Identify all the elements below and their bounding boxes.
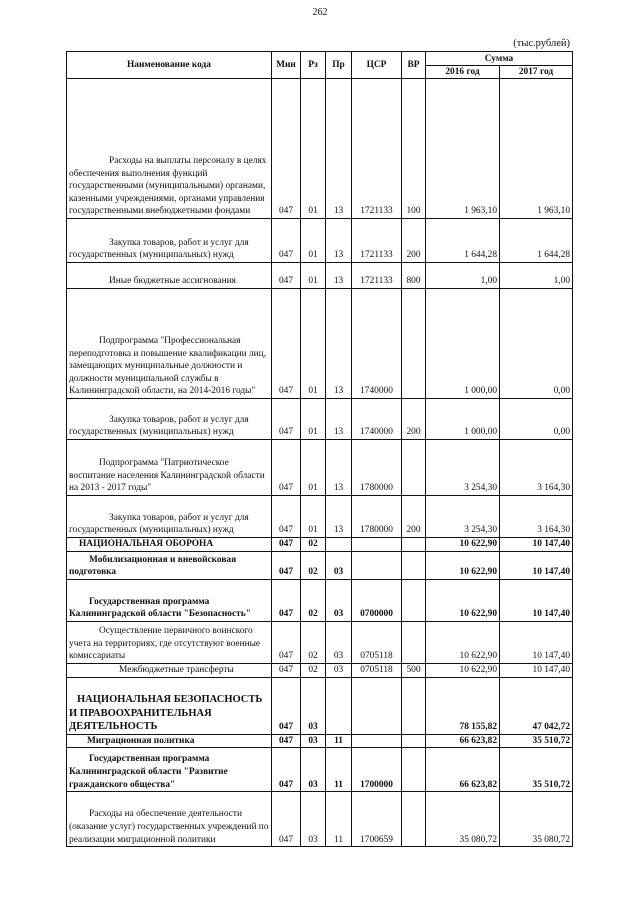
header-name: Наименование кода <box>67 52 272 79</box>
cell-pr: 11 <box>326 734 352 748</box>
cell-2016: 10 622,90 <box>426 664 500 678</box>
cell-csr: 0705118 <box>352 622 402 664</box>
cell-rz: 03 <box>301 734 326 748</box>
cell-min: 047 <box>272 622 301 664</box>
cell-vr: 200 <box>402 496 426 538</box>
table-row <box>67 219 573 263</box>
cell-rz: 01 <box>301 79 326 219</box>
row-name: Закупка товаров, работ и услуг для государственных (муниципальных) нужд <box>69 414 249 438</box>
cell-csr: 1721133 <box>352 79 402 219</box>
cell-2017: 35 080,72 <box>500 792 573 847</box>
cell-min: 047 <box>272 399 301 440</box>
cell-pr: 13 <box>326 263 352 289</box>
cell-rz: 03 <box>301 748 326 792</box>
row-name: Миграционная политика <box>87 735 195 746</box>
cell-min: 047 <box>272 580 301 622</box>
cell-2017: 47 042,72 <box>500 677 573 734</box>
cell-pr: 11 <box>326 792 352 847</box>
cell-csr: 1740000 <box>352 289 402 399</box>
table-row <box>67 748 573 792</box>
table-row <box>67 552 573 580</box>
cell-2016: 10 622,90 <box>426 622 500 664</box>
cell-2016: 10 622,90 <box>426 580 500 622</box>
cell-vr: 800 <box>402 263 426 289</box>
cell-csr: 1700659 <box>352 792 402 847</box>
cell-pr: 03 <box>326 664 352 678</box>
cell-vr: 100 <box>402 79 426 219</box>
table-row <box>67 734 573 748</box>
cell-2017: 3 164,30 <box>500 496 573 538</box>
cell-vr <box>402 580 426 622</box>
cell-2016: 3 254,30 <box>426 440 500 496</box>
cell-2016: 78 155,82 <box>426 677 500 734</box>
cell-pr: 13 <box>326 219 352 263</box>
cell-min: 047 <box>272 677 301 734</box>
cell-2016: 1,00 <box>426 263 500 289</box>
row-name: Подпрограмма "Патриотическое воспитание населения Калининградской области на 2013 - 2017 годы" <box>69 458 265 494</box>
cell-pr: 13 <box>326 79 352 219</box>
table-row <box>67 580 573 622</box>
header-rz: Рз <box>301 52 326 79</box>
budget-table <box>66 51 573 847</box>
cell-vr <box>402 440 426 496</box>
cell-2017: 0,00 <box>500 289 573 399</box>
cell-2017: 35 510,72 <box>500 748 573 792</box>
row-name: Осуществление первичного воинского учета на территориях, где отсутствуют военные комиссариаты <box>69 626 261 662</box>
cell-min: 047 <box>272 664 301 678</box>
cell-csr: 1780000 <box>352 496 402 538</box>
cell-vr <box>402 552 426 580</box>
cell-csr <box>352 538 402 552</box>
table-row <box>67 677 573 734</box>
cell-2016: 35 080,72 <box>426 792 500 847</box>
row-name: Закупка товаров, работ и услуг для государственных (муниципальных) нужд <box>69 237 249 261</box>
table-row <box>67 399 573 440</box>
cell-csr <box>352 734 402 748</box>
cell-rz: 02 <box>301 622 326 664</box>
cell-pr: 13 <box>326 440 352 496</box>
cell-2017: 1 963,10 <box>500 79 573 219</box>
cell-pr: 13 <box>326 289 352 399</box>
row-name: Расходы на обеспечение деятельности (оказание услуг) государственных учреждений по реализации миграционной политики <box>69 809 269 845</box>
cell-2017: 3 164,30 <box>500 440 573 496</box>
cell-rz: 03 <box>301 792 326 847</box>
cell-rz: 01 <box>301 289 326 399</box>
cell-2016: 66 623,82 <box>426 748 500 792</box>
cell-vr <box>402 289 426 399</box>
header-min: Мин <box>272 52 301 79</box>
cell-rz: 02 <box>301 580 326 622</box>
cell-2017: 10 147,40 <box>500 622 573 664</box>
row-name: Межбюджетные трансферты <box>119 665 234 675</box>
cell-vr: 500 <box>402 664 426 678</box>
table-row <box>67 440 573 496</box>
cell-pr <box>326 538 352 552</box>
table-row <box>67 664 573 678</box>
cell-vr <box>402 748 426 792</box>
cell-csr: 1721133 <box>352 263 402 289</box>
cell-2017: 1 644,28 <box>500 219 573 263</box>
cell-2017: 10 147,40 <box>500 580 573 622</box>
cell-min: 047 <box>272 748 301 792</box>
table-row <box>67 289 573 399</box>
cell-min: 047 <box>272 792 301 847</box>
cell-csr: 0705118 <box>352 664 402 678</box>
cell-2016: 66 623,82 <box>426 734 500 748</box>
cell-csr: 0700000 <box>352 580 402 622</box>
cell-min: 047 <box>272 538 301 552</box>
cell-vr: 200 <box>402 399 426 440</box>
cell-2017: 1,00 <box>500 263 573 289</box>
cell-pr: 13 <box>326 496 352 538</box>
cell-2016: 10 622,90 <box>426 552 500 580</box>
cell-2016: 1 644,28 <box>426 219 500 263</box>
cell-csr: 1721133 <box>352 219 402 263</box>
cell-2017: 10 147,40 <box>500 664 573 678</box>
table-row <box>67 622 573 664</box>
cell-rz: 01 <box>301 496 326 538</box>
cell-pr <box>326 677 352 734</box>
table-row <box>67 538 573 552</box>
page-number: 262 <box>312 7 328 18</box>
cell-min: 047 <box>272 734 301 748</box>
units-label: (тыс.рублей) <box>513 38 570 49</box>
row-name: Расходы на выплаты персоналу в целях обеспечения выполнения функций государственными (муниципальными) органами, казенными учреждениями, органами управления государственными внебюджетными фондами <box>69 156 267 217</box>
cell-rz: 01 <box>301 399 326 440</box>
table-row <box>67 792 573 847</box>
header-pr: Пр <box>326 52 352 79</box>
cell-vr <box>402 538 426 552</box>
cell-2016: 1 000,00 <box>426 289 500 399</box>
cell-pr: 11 <box>326 748 352 792</box>
cell-vr <box>402 677 426 734</box>
row-name: Закупка товаров, работ и услуг для государственных (муниципальных) нужд <box>69 512 249 536</box>
cell-rz: 02 <box>301 538 326 552</box>
cell-pr: 03 <box>326 622 352 664</box>
cell-rz: 03 <box>301 677 326 734</box>
row-name: Мобилизационная и вневойсковая подготовка <box>69 554 237 578</box>
cell-2017: 35 510,72 <box>500 734 573 748</box>
row-name: Подпрограмма "Профессиональная переподготовка и повышение квалификации лиц, замещающих муниципальные должности и должности муниципальной службы в Калининградской области, на 2014-2016 годы" <box>69 336 267 397</box>
header-csr: ЦСР <box>352 52 402 79</box>
cell-csr <box>352 677 402 734</box>
cell-min: 047 <box>272 79 301 219</box>
header-2016: 2016 год <box>426 66 500 79</box>
cell-2017: 10 147,40 <box>500 552 573 580</box>
cell-min: 047 <box>272 496 301 538</box>
header-vr: ВР <box>402 52 426 79</box>
cell-csr: 1780000 <box>352 440 402 496</box>
cell-pr: 03 <box>326 552 352 580</box>
cell-rz: 01 <box>301 219 326 263</box>
table-row <box>67 496 573 538</box>
cell-pr: 13 <box>326 399 352 440</box>
cell-vr: 200 <box>402 219 426 263</box>
cell-2016: 10 622,90 <box>426 538 500 552</box>
cell-csr: 1700000 <box>352 748 402 792</box>
cell-min: 047 <box>272 219 301 263</box>
row-name: НАЦИОНАЛЬНАЯ ОБОРОНА <box>79 539 214 550</box>
cell-min: 047 <box>272 289 301 399</box>
cell-rz: 02 <box>301 664 326 678</box>
cell-2016: 1 963,10 <box>426 79 500 219</box>
table-row <box>67 79 573 219</box>
cell-vr <box>402 622 426 664</box>
cell-2016: 3 254,30 <box>426 496 500 538</box>
header-2017: 2017 год <box>500 66 573 79</box>
cell-vr <box>402 792 426 847</box>
header-sum: Сумма <box>426 52 573 66</box>
cell-vr <box>402 734 426 748</box>
cell-2016: 1 000,00 <box>426 399 500 440</box>
cell-rz: 01 <box>301 440 326 496</box>
row-name: Иные бюджетные ассигнования <box>109 276 236 287</box>
table-row <box>67 263 573 289</box>
cell-2017: 10 147,40 <box>500 538 573 552</box>
cell-csr: 1740000 <box>352 399 402 440</box>
cell-min: 047 <box>272 263 301 289</box>
cell-rz: 01 <box>301 263 326 289</box>
cell-csr <box>352 552 402 580</box>
cell-min: 047 <box>272 440 301 496</box>
row-name: НАЦИОНАЛЬНАЯ БЕЗОПАСНОСТЬ И ПРАВООХРАНИТЕЛЬНАЯ ДЕЯТЕЛЬНОСТЬ <box>69 694 263 733</box>
cell-rz: 02 <box>301 552 326 580</box>
cell-2017: 0,00 <box>500 399 573 440</box>
cell-pr: 03 <box>326 580 352 622</box>
row-name: Государственная программа Калининградской области "Развитие гражданского общества" <box>69 754 228 790</box>
row-name: Государственная программа Калининградской области "Безопасность" <box>69 596 251 620</box>
cell-min: 047 <box>272 552 301 580</box>
